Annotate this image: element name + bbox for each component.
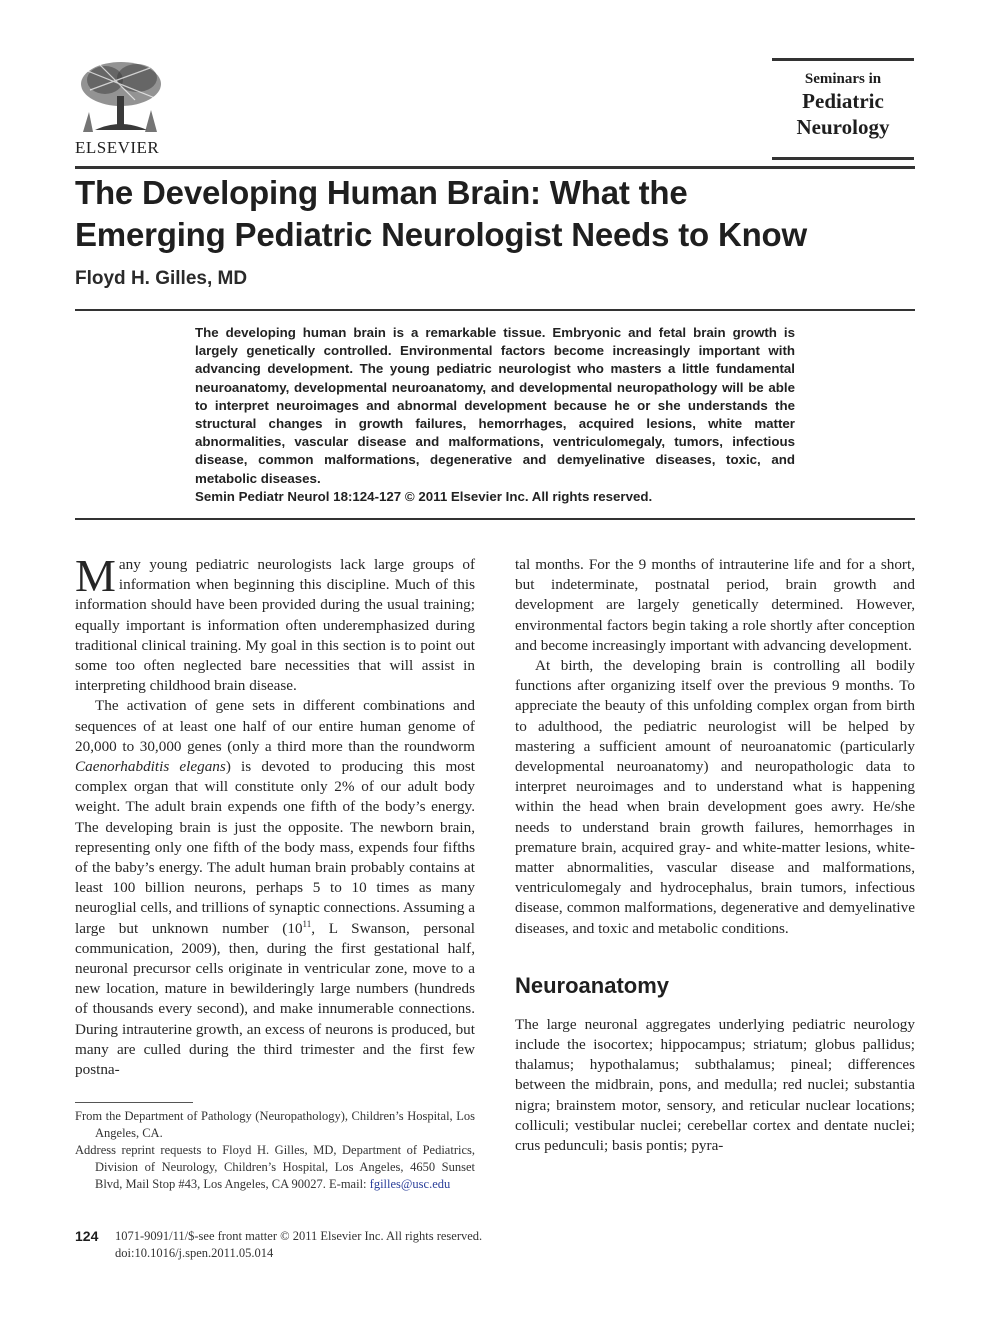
footnote-reprint bbox=[75, 1142, 475, 1193]
article-title-line2: Emerging Pediatric Neurologist Needs to Know bbox=[75, 216, 807, 253]
paragraph-neuroanatomy: The large neuronal aggregates underlying pediatric neurology include the isocortex; hippocampus; striatum; globus pallidus; thalamus; hypothalamus; subthalamus; pineal; differences between the midbrain, pons, and medulla; red nuclei; substantia nigra; brainstem motor, sensory, and reticular nuclear locations; colliculi; vestibular nuclei; cerebellar cortex and dentate nuclei; crus pedunculi; basis pontis; pyra- bbox=[515, 1015, 915, 1155]
paragraph-genes-text-b: ) is devoted to producing this most complex organ that will constitute only 2% of our adult body weight. The adult brain expends one fifth of the body’s energy. The developing brain is just the opposite. The newborn brain, representing only one fifth of the body mass, expends four fifths of the baby’s energy. The adult human brain probably contains at least 100 billion neurons, perhaps 5 to 10 times as many neuroglial cells, and trillions of synaptic connections. Assuming a large but unknown number (10 bbox=[75, 758, 475, 937]
header-divider bbox=[75, 166, 915, 169]
paragraph-intro-text: any young pediatric neurologists lack large groups of information when beginning this discipline. Much of this information should have been provided during the usual training; equally important is information often underemphasized during traditional clinical training. My goal in this section is to point out some too often neglected bare necessities that will assist in interpreting childhood brain disease. bbox=[75, 556, 475, 695]
body-column-left bbox=[75, 550, 475, 1080]
footer-publication-info bbox=[115, 1228, 482, 1262]
abstract-text: The developing human brain is a remarkable tissue. Embryonic and fetal brain growth is largely genetically controlled. Environmental factors become increasingly important with advancing development. The young pediatric neurologist who masters a little fundamental neuroanatomy, developmental neuroanatomy, and developmental neuropathology will be able to interpret neuroimages and abnormal development because he or she understands the structural changes in growth failures, hemorrhages, acquired lesions, white matter abnormalities, vascular disease and malformations, ventriculomegaly, tumors, infectious disease, common malformations, degenerative and demyelinative diseases, toxic, and metabolic diseases. bbox=[195, 325, 795, 486]
footer-issn: 1071-9091/11/$-see front matter © 2011 Elsevier Inc. All rights reserved. bbox=[115, 1229, 483, 1243]
page-number: 124 bbox=[75, 1228, 99, 1244]
abstract-bottom-rule bbox=[75, 518, 915, 520]
abstract bbox=[195, 324, 795, 506]
body-column-right bbox=[515, 555, 915, 1156]
paragraph-genes-text-a: The activation of gene sets in different combinations and sequences of at least one half of our entire human genome of 20,000 to 30,000 genes (only a third more than the roundworm bbox=[75, 697, 475, 755]
abstract-citation: Semin Pediatr Neurol 18:124-127 © 2011 Elsevier Inc. All rights reserved. bbox=[195, 488, 653, 504]
section-heading-neuroanatomy: Neuroanatomy bbox=[515, 972, 670, 998]
footnote-rule bbox=[75, 1102, 193, 1103]
footnotes bbox=[75, 1108, 475, 1193]
paragraph-genes-continued: tal months. For the 9 months of intrauterine life and for a short, but indeterminate, postnatal period, brain growth and development are largely genetically determined. However, environmental factors begin taking a role shortly after conception and become increasingly important with advancing development. bbox=[515, 556, 915, 654]
journal-title-line2: Neurology bbox=[796, 115, 890, 139]
journal-masthead bbox=[772, 58, 914, 160]
article-author: Floyd H. Gilles, MD bbox=[75, 268, 248, 289]
footnote-reprint-text: Address reprint requests to Floyd H. Gilles, MD, Department of Pediatrics, Division of Neurology, Children’s Hospital, Los Angeles, 4650 Sunset Blvd, Mail Stop #43, Los Angeles, CA 90027. E-mail: bbox=[75, 1143, 475, 1191]
paragraph-genes bbox=[75, 696, 475, 1080]
paragraph-genes-text-c: , L Swanson, personal communication, 2009), then, during the first gestational half, neuronal precursor cells originate in ventricular zone, move to a new location, mature in bewilderingly large numbers (hundreds of thousands every second), and make innumerable connections. During intrauterine growth, an excess of neurons is produced, but many are culled during the third trimester and the first few postna- bbox=[75, 919, 475, 1079]
journal-title-line1: Pediatric bbox=[802, 89, 884, 113]
taxon-name: Caenorhabditis elegans bbox=[75, 758, 226, 776]
superscript-exponent: 11 bbox=[302, 918, 312, 929]
publisher-name: ELSEVIER bbox=[75, 138, 160, 157]
drop-cap: M bbox=[75, 550, 116, 601]
author-email-link[interactable]: fgilles@usc.edu bbox=[369, 1177, 451, 1191]
footer-doi[interactable]: doi:10.1016/j.spen.2011.05.014 bbox=[115, 1246, 274, 1260]
abstract-top-rule bbox=[75, 309, 915, 311]
article-title-line1: The Developing Human Brain: What the bbox=[75, 174, 688, 211]
paragraph-intro bbox=[75, 550, 475, 696]
journal-series-label: Seminars in bbox=[804, 71, 882, 87]
article-title bbox=[75, 172, 905, 256]
footnote-affiliation: From the Department of Pathology (Neuropathology), Children’s Hospital, Los Angeles, CA. bbox=[75, 1109, 475, 1140]
paragraph-birth: At birth, the developing brain is controlling all bodily functions after organizing itself over the previous 9 months. To appreciate the beauty of this unfolding complex organ from birth to adulthood, the pediatric neurologist will be helped by mastering a sufficient amount of neuroanatomic (particularly developmental neuroanatomy) and neuropathologic data to interpret neuroimages and to understand what is happening within the head when brain development goes awry. He/she needs to understand brain growth failures, hemorrhages in premature brain, acquired gray- and white-matter lesions, white-matter abnormalities, vascular disease and malformations, ventriculomegaly and hydrocephalus, brain tumors, infectious disease, common malformations, degenerative and demyelinative diseases, and toxic and metabolic conditions. bbox=[515, 657, 915, 937]
